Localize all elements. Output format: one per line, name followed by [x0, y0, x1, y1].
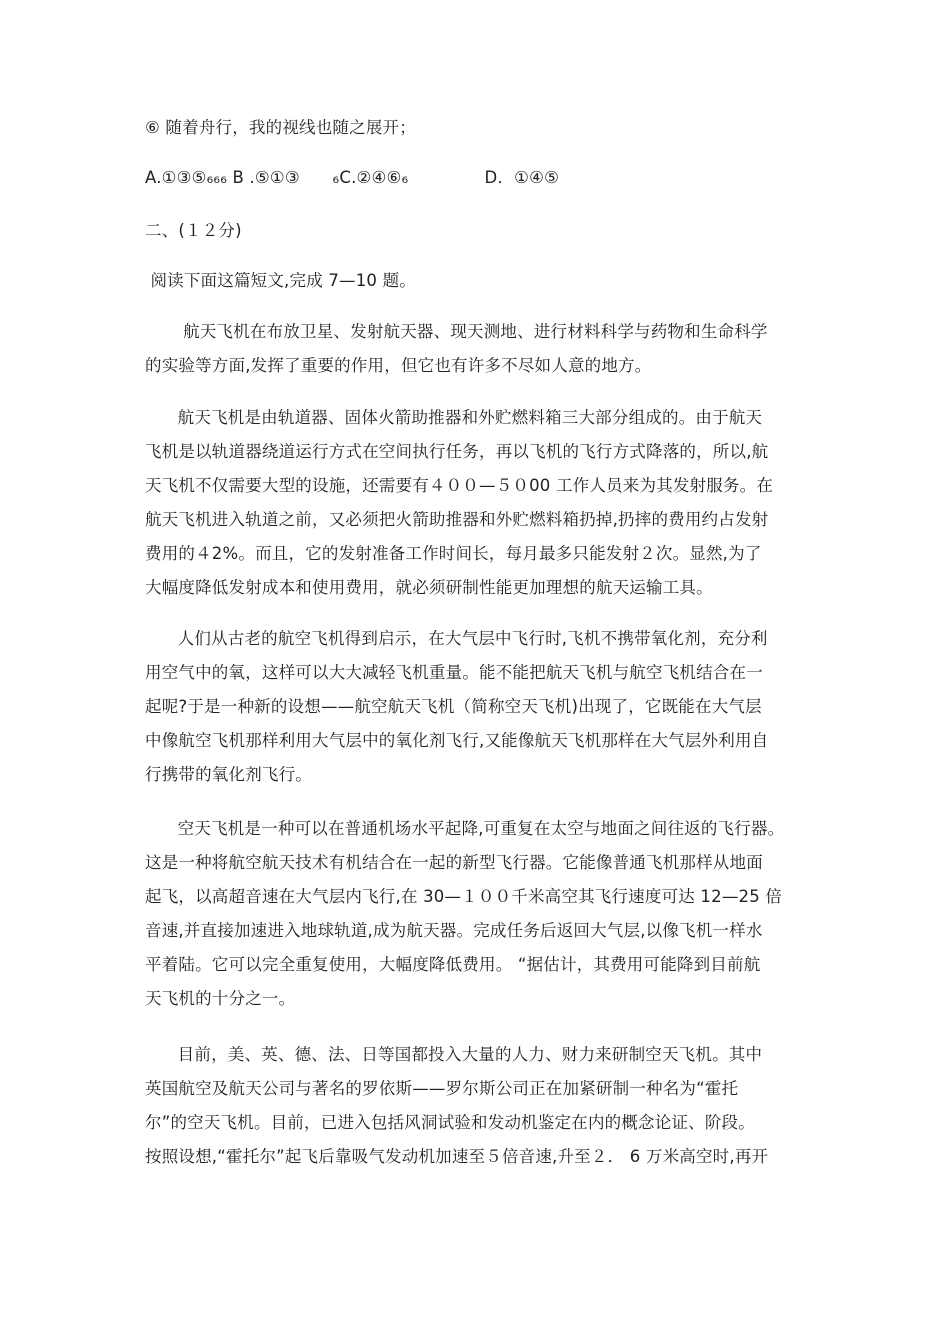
- paragraph-line: 天飞机的十分之一。: [145, 989, 296, 1008]
- paragraph-line: 费用的４2%。而且，它的发射准备工作时间长，每月最多只能发射２次。显然,为了: [145, 544, 762, 563]
- paragraph-line: 起呢?于是一种新的设想——航空航天飞机（简称空天飞机)出现了，它既能在大气层: [145, 697, 762, 716]
- option-item-6: ⑥ 随着舟行，我的视线也随之展开；: [145, 118, 416, 137]
- paragraph-5: [145, 1038, 813, 1174]
- paragraph-line: 航天飞机是由轨道器、固体火箭助推器和外贮燃料箱三大部分组成的。由于航天: [145, 408, 763, 427]
- answer-choices: A.①③⑤₆₆₆ B .⑤①③ ₆C.②④⑥₆ D．①④⑤: [145, 168, 560, 187]
- paragraph-line: 的实验等方面,发挥了重要的作用，但它也有许多不尽如人意的地方。: [145, 356, 652, 375]
- paragraph-2: [145, 401, 813, 605]
- paragraph-line: 起飞，以高超音速在大气层内飞行,在 30—１００千米高空其飞行速度可达 12—25 倍: [145, 887, 783, 906]
- paragraph-line: 航天飞机进入轨道之前，又必须把火箭助推器和外贮燃料箱扔掉,扔摔的费用约占发射: [145, 510, 769, 529]
- paragraph-line: 这是一种将航空航天技术有机结合在一起的新型飞行器。它能像普通飞机那样从地面: [145, 853, 763, 872]
- paragraph-line: 空天飞机是一种可以在普通机场水平起降,可重复在太空与地面之间往返的飞行器。: [145, 819, 785, 838]
- paragraph-line: 人们从古老的航空飞机得到启示，在大气层中飞行时,飞机不携带氧化剂，充分利: [145, 629, 768, 648]
- paragraph-line: 音速,并直接加速进入地球轨道,成为航天器。完成任务后返回大气层,以像飞机一样水: [145, 921, 763, 940]
- paragraph-line: 行携带的氧化剂飞行。: [145, 765, 312, 784]
- paragraph-line: 按照设想,“霍托尔”起飞后靠吸气发动机加速至５倍音速,升至２． 6 万米高空时,再开: [145, 1147, 769, 1166]
- paragraph-4: [145, 812, 813, 1016]
- paragraph-line: 中像航空飞机那样利用大气层中的氧化剂飞行,又能像航天飞机那样在大气层外利用自: [145, 731, 769, 750]
- paragraph-line: 大幅度降低发射成本和使用费用，就必须研制性能更加理想的航天运输工具。: [145, 578, 713, 597]
- paragraph-line: 目前，美、英、德、法、日等国都投入大量的人力、财力来研制空天飞机。其中: [145, 1045, 763, 1064]
- paragraph-line: 天飞机不仅需要大型的设施，还需要有４００—５０00 工作人员来为其发射服务。在: [145, 476, 774, 495]
- paragraph-line: 航天飞机在布放卫星、发射航天器、现天测地、进行材料科学与药物和生命科学: [145, 322, 768, 341]
- paragraph-line: 尔”的空天飞机。目前，已进入包括风洞试验和发动机鉴定在内的概念论证、阶段。: [145, 1113, 755, 1132]
- paragraph-1: [145, 315, 813, 383]
- reading-instruction: 阅读下面这篇短文,完成 7—10 题。: [145, 271, 416, 290]
- paragraph-3: [145, 622, 813, 792]
- paragraph-line: 用空气中的氧，这样可以大大减轻飞机重量。能不能把航天飞机与航空飞机结合在一: [145, 663, 763, 682]
- section-heading: 二、(１２分): [145, 221, 242, 240]
- paragraph-line: 英国航空及航天公司与著名的罗依斯——罗尔斯公司正在加紧研制一种名为“霍托: [145, 1079, 739, 1098]
- paragraph-line: 飞机是以轨道器绕道运行方式在空间执行任务，再以飞机的飞行方式降落的，所以,航: [145, 442, 769, 461]
- paragraph-line: 平着陆。它可以完全重复使用，大幅度降低费用。 “据估计，其费用可能降到目前航: [145, 955, 761, 974]
